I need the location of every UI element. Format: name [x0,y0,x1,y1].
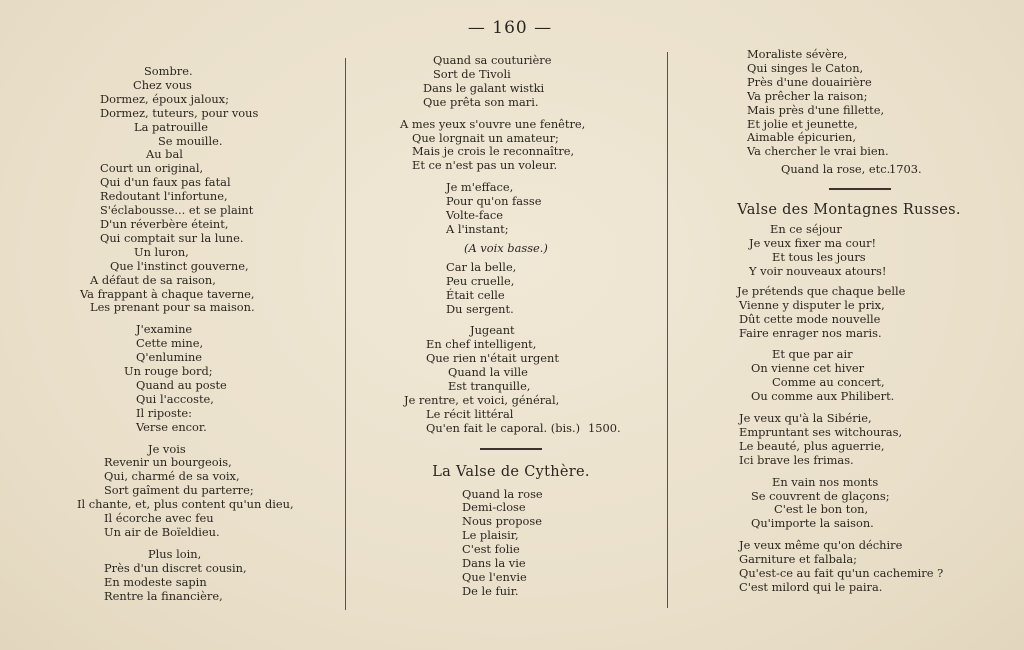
verse-line: Moraliste sévère, [747,47,848,61]
stanza [400,324,662,435]
verse-line: Jugeant [470,323,515,338]
verse-line: Q'enlumine [136,350,203,365]
verse-line: Car la belle, [446,259,517,274]
verse-line: Qui l'accoste, [136,391,214,406]
verse-line: Un air de Boïeldieu. [104,525,220,539]
verse-line: La patrouille [134,119,208,134]
verse-line: Faire enrager nos maris. [739,325,882,340]
verse-line: Empruntant ses witchouras, [739,424,903,439]
verse-line: Le plaisir, [462,528,519,543]
stanza [737,348,977,404]
verse-line: Qui comptait sur la lune. [100,230,244,245]
stage-direction: (A voix basse.) [464,240,548,255]
verse-line: Je rentre, et voici, général, [404,392,560,407]
verse-line: C'est milord qui le paira. [739,580,883,594]
verse-line: Je prétends que chaque belle [737,283,906,298]
verse-line: Et que par air [772,347,853,362]
verse-line: Il écorche avec feu [104,511,214,526]
verse-line: Le récit littéral [426,406,514,421]
verse-line: Qui singes le Caton, [747,60,864,75]
stanza [78,443,340,540]
verse-line: Se couvrent de glaçons; [751,488,890,503]
verse-line: Et tous les jours [772,249,866,264]
verse-line: Sort de Tivoli [433,66,511,81]
verse-line: Va chercher le vrai bien. [747,144,889,159]
verse-line: Quand sa couturière [433,53,552,67]
stanza [400,54,662,110]
verse-line: Dormez, tuteurs, pour vous [100,105,259,120]
verse-line: C'est folie [462,542,520,557]
verse-line: Qui, charmé de sa voix, [104,469,240,484]
verse-line: Et jolie et jeunette, [747,116,858,131]
verse-line: Près d'un discret cousin, [104,560,247,575]
stanza [737,539,977,595]
verse-line: Que prêta son mari. [423,94,539,109]
verse-line: En vain nos monts [772,474,879,489]
verse-line: Dans le galant wistki [423,80,545,95]
verse-line: C'est le bon ton, [774,502,869,517]
verse-line: Garniture et falbala; [739,552,857,567]
verse-line: Mais je crois le reconnaître, [412,144,575,159]
song-title: La Valse de Cythère. [432,463,590,480]
verse-line: Quand la ville [448,365,528,380]
verse-line: Était celle [446,287,505,302]
verse-line: Je veux même qu'on déchire [739,538,903,553]
verse-line: Volte-face [446,208,503,223]
verse-line: Chez vous [133,77,192,92]
verse-line: S'éclabousse... et se plaint [100,203,254,218]
verse-line: En chef intelligent, [426,337,537,352]
verse-line: Aimable épicurien, [747,130,856,145]
verse-line: Le beauté, plus aguerrie, [739,438,885,453]
verse-line: Ici brave les frimas. [739,452,854,467]
verse-line: Et ce n'est pas un voleur. [412,158,558,173]
verse-line: De le fuir. [462,583,519,598]
stanza [78,323,340,434]
verse-line: Qui d'un faux pas fatal [100,175,231,190]
stanza [78,548,340,604]
verse-line: Comme au concert, [772,375,885,390]
verse-line: Dans la vie [462,556,526,571]
verse-line: Je m'efface, [446,180,514,195]
verse-line: Un rouge bord; [124,364,213,379]
column-middle [400,54,662,599]
verse-line: Que lorgnait un amateur; [412,130,559,145]
verse-line: Il riposte: [136,405,193,420]
stanza [737,412,977,468]
song-title: Valse des Montagnes Russes. [737,202,961,219]
verse-line: Quand au poste [136,377,227,392]
verse-line: A l'instant; [446,221,509,236]
verse-line: Il chante, et, plus content qu'un dieu, [77,497,294,512]
verse-line: Dormez, époux jaloux; [100,91,229,106]
verse-line: Les prenant pour sa maison. [90,300,255,315]
verse-line: Pour qu'on fasse [446,194,542,209]
verse-line: Peu cruelle, [446,273,515,288]
verse-line: Un luron, [134,244,189,259]
column-divider-right [667,52,668,608]
stanza [78,65,340,315]
verse-line: Je vois [148,441,186,456]
verse-line: On vienne cet hiver [751,361,865,376]
verse-line: Près d'une douairière [747,74,872,89]
page-number: — 160 — [467,18,553,38]
verse-number: 1703. [889,162,922,177]
verse-line: A mes yeux s'ouvre une fenêtre, [400,116,586,131]
column-right [737,48,977,595]
verse-line: Nous propose [462,514,542,529]
stanza [737,285,977,341]
verse-line: Dût cette mode nouvelle [739,311,881,326]
verse-line: Qu'en fait le caporal. (bis.) [426,420,581,435]
verse-line: Court un original, [100,161,204,176]
verse-line: Vienne y disputer le prix, [739,297,885,312]
verse-line: Sort gaîment du parterre; [104,483,254,498]
verse-line: Je veux qu'à la Sibérie, [739,411,872,426]
verse-line: Cette mine, [136,336,204,351]
verse-line: Rentre la financière, [104,588,223,603]
stanza [400,181,662,237]
stanza [400,488,662,599]
column-divider-left [345,58,346,610]
verse-line: Est tranquille, [448,379,531,394]
verse-line: Quand la rose [462,486,543,501]
verse-line: En modeste sapin [104,574,207,589]
verse-line: Se mouille. [158,133,223,148]
verse-line: Sombre. [144,64,193,78]
stanza [737,476,977,532]
verse-line: Y voir nouveaux atours! [749,263,887,278]
verse-line: Verse encor. [136,419,207,434]
stanza [400,118,662,174]
verse-line: Au bal [146,147,183,162]
stanza [737,223,977,279]
verse-line: Ou comme aux Philibert. [751,389,895,404]
stanza [737,48,977,159]
verse-line: Je veux fixer ma cour! [749,236,877,251]
verse-line: En ce séjour [770,222,842,237]
verse-line: Redoutant l'infortune, [100,189,228,204]
verse-line: Va frappant à chaque taverne, [80,286,255,301]
verse-line: Du sergent. [446,301,514,316]
verse-line: Que rien n'était urgent [426,351,559,366]
verse-line: A défaut de sa raison, [90,272,216,287]
verse-number: 1500. [588,420,621,435]
verse-line: Demi-close [462,500,526,515]
column-left [78,65,340,604]
verse-line: J'examine [136,322,193,337]
verse-line: Que l'instinct gouverne, [110,258,249,273]
verse-line: Qu'est-ce au fait qu'un cachemire ? [739,566,944,581]
verse-line: Mais près d'une fillette, [747,102,885,117]
verse-line: Plus loin, [148,546,202,561]
verse-line: Qu'importe la saison. [751,516,874,531]
stanza [400,261,662,317]
refrain-line: Quand la rose, etc. [781,162,891,177]
verse-line: Va prêcher la raison; [747,88,868,103]
verse-line: Que l'envie [462,570,527,584]
verse-line: D'un réverbère éteint, [100,216,229,231]
verse-line: Revenir un bourgeois, [104,455,232,470]
